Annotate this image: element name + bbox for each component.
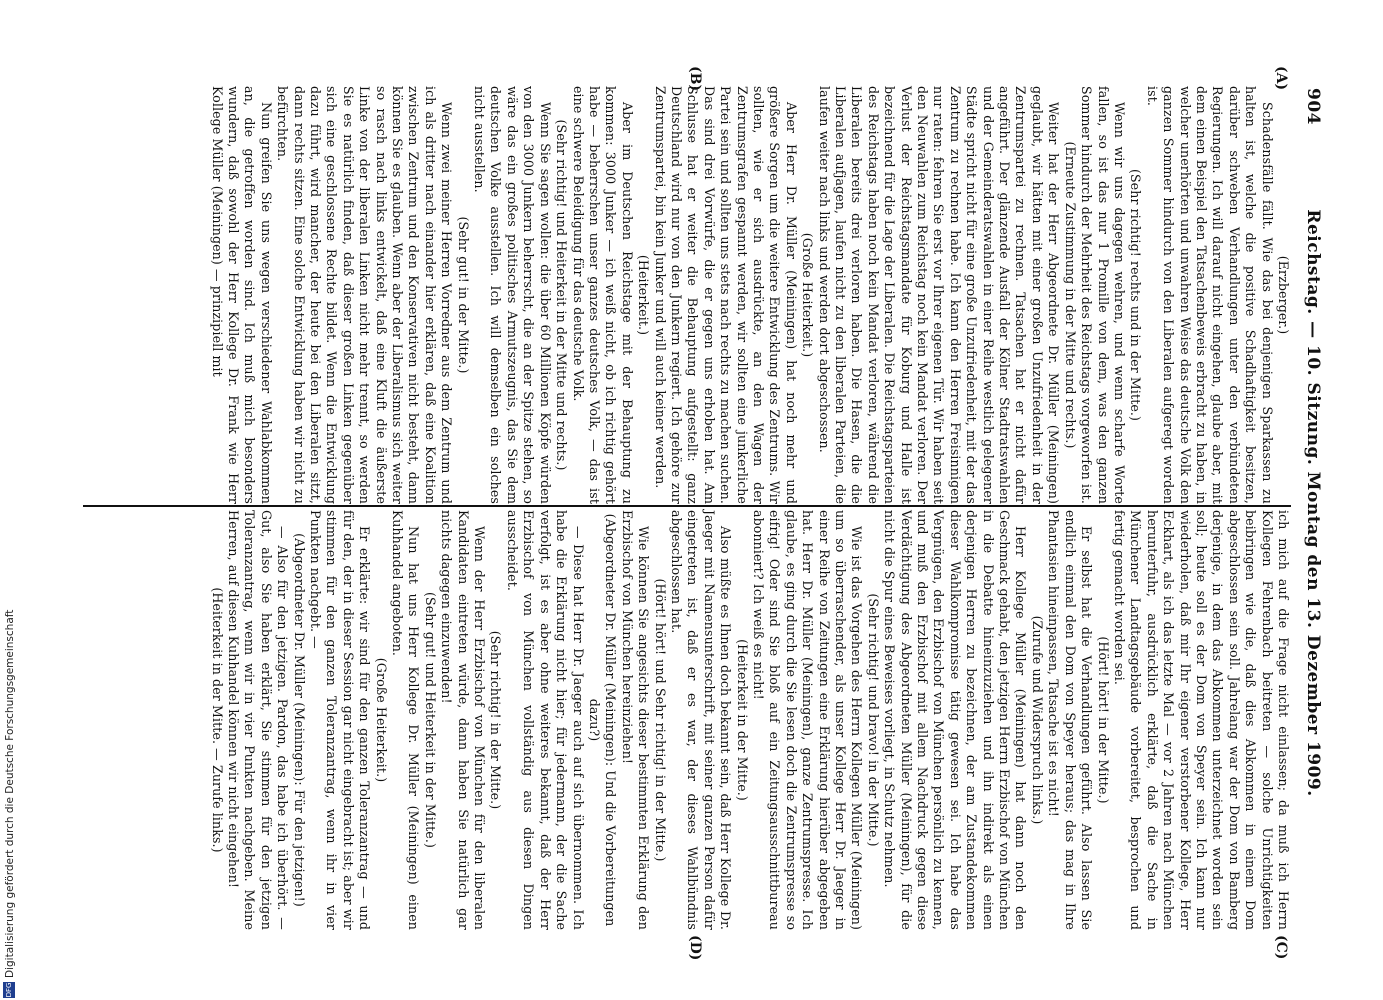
reaction-note: (Sehr richtig! und Heiterkeit in der Mitte und rechts.) [554, 119, 570, 471]
reaction-note: (Große Heiterkeit.) [373, 657, 389, 783]
reaction-note: (Sehr richtig! rechts und in der Mitte.) [1128, 168, 1144, 422]
paragraph: — Also für den jetzigen. Pardon, das habe ich überhört. — Gut, also Sie haben erklärt, Sie stimmen für den jetzigen Toleranzantrag, wenn wir in vier Punkten nachgeben. Meine Herren, auf diesen Kuhhandel können wir nicht eingehen! [226, 510, 291, 930]
right-text-column [208, 510, 1291, 930]
paragraph: Also müßte es Ihnen doch bekannt sein, daß Herr Kollege Dr. Jaeger mit Namensunterschrift, mit seiner ganzen Person dafür eingetreten ist, daß er es war, der dieses Wahlbündnis abgeschlossen hat. [668, 510, 734, 930]
paragraph: Wenn wir uns dagegen wehren, und wenn scharfe Worte fallen, so ist das nur 1 Promille von dem, was den ganzen Sommer hindurch der Mehrheit des Reichstags vorgeworfen ist. [1079, 86, 1127, 504]
left-text-column [208, 86, 1291, 504]
page-number: 904 [1303, 88, 1323, 125]
reaction-note: (Große Heiterkeit.) [800, 232, 816, 358]
paragraph: ich mich auf die Frage nicht einlassen; da muß ich Herrn Kollegen Fehrenbach beitreten — solche Unrichtigkeiten beibringen wie die, daß dies Abkommen in einem Dom abgeschlossen sein soll. Jahrelang war der Dom von Bamberg derjenige, in dem das Abkommen unterzeichnet worden sein soll; heute soll es der Dom von Speyer sein. Ich kann nur wiederholen, daß mir Ihr eigener verstorbener Kollege, Herr Eckhart, als ich das letzte Mal — vor 2 Jahren nach München herunterfuhr, ausdrücklich erklärte, daß die Sache in Münchener Landtagsgebäude vorbereitet, besprochen und fertig gemacht worden sei. [1111, 510, 1291, 930]
reaction-note: (Heiterkeit in der Mitte.) [734, 639, 750, 801]
paragraph: Weiter hat der Herr Abgeordnete Dr. Müller (Meiningen) geglaubt, wir hätten mit einer großen Unzufriedenheit in der Zentrumspartei zu rechnen. Tatsachen hat er nicht dafür angeführt. Der glänzende Ausfall der Kölner Stadtratswahlen und der Gemeinderatswahlen in einer Reihe westlich gelegener Städte spricht nicht für eine große Unzufriedenheit, mit der das Zentrum zu rechnen habe. Ich kann den Herren Freisinnigen nur raten: fehren Sie erst vor Ihrer eigenen Tür. Wir haben seit den Neuwahlen zum Reichstag noch kein Mandat verloren. Der Verlust der Reichstagsmandate für Koburg und Halle ist bezeichnend für die Lage der Liberalen. Die Reichstagsparteien des Reichstags haben noch kein Mandat verloren, während die Liberalen bereits drei verloren haben. Die Hasen, die die Liberalen aufjagen, laufen nicht zu den liberalen Parteien, die laufen weiter nach links und werden dort abgeschossen. [816, 86, 1062, 504]
column-divider [83, 505, 1291, 507]
margin-marker-c: (C) [1273, 935, 1289, 960]
margin-marker-a: (A) [1273, 66, 1289, 91]
reaction-note: (Sehr gut! und Heiterkeit in der Mitte.) [422, 592, 438, 848]
paragraph: — Diese hat Herr Dr. Jaeger auch auf sich übernommen. Ich habe die Erklärung nicht hier; für jedermann, der die Sache verfolgt, ist es aber ohne weiteres bekannt, daß der Herr Erzbischof von München vollständig aus diesen Dingen ausscheidet. [504, 510, 586, 930]
paragraph: Aber Herr Dr. Müller (Meiningen) hat noch mehr und größere Sorgen um die weitere Entwicklung des Zentrums. Wir sollten, wie er sich ausdrückte, an den Wagen der Zentrumsgrafen gespannt werden, wir sollten eine junkerliche Partei sein und sollten uns stets nach rechts zu machen suchen. Das sind drei Vorwürfe, die er gegen uns erhoben hat. Am Schlusse hat er weiter die Behauptung aufgestellt: ganz Deutschland wird nur von den Junkern regiert. Ich gehöre zur Zentrumspartei, bin kein Junker und will auch keiner werden. [652, 86, 799, 504]
reaction-note: (Sehr richtig! in der Mitte.) [488, 630, 504, 810]
paragraph: Aber im Deutschen Reichstage mit der Behauptung zu kommen: 3000 Junker — ich weiß nicht, ob ich richtig gehört habe — beherrschen unser ganzes deutsches Volk, — das ist eine schwere Beleidigung für das deutsche Volk. [570, 86, 635, 504]
reaction-note: (Abgeordneter Dr. Müller (Meiningen): Und die Vorbereitungen dazu?) [586, 513, 619, 927]
paragraph: Er selbst hat die Verhandlungen geführt. Also lassen Sie endlich einmal den Dom von Speyer heraus; das mag in Ihre Phantasien hineinpassen, Tatsache ist es nicht! [1046, 510, 1095, 930]
reaction-note: (Hört! hört! in der Mitte.) [1095, 636, 1111, 804]
paragraph: Herr Kollege Müller (Meiningen) hat dann noch den Geschmack gehabt, den jetzigen Herrn Erzbischof von München in die Debatte hineinzuziehen und ihn indirekt als einen derjenigen Herren zu bezeichnen, der am Zustandekommen dieser Wahlkompromisse tätig gewesen sei. Ich habe das Vergnügen, den Erzbischof von München persönlich zu kennen, und muß den Erzbischof mit allem Nachdruck gegen diese Verdächtigung des Abgeordneten Müller (Meiningen), für die nicht die Spur eines Beweises vorliegt, in Schutz nehmen. [882, 510, 1029, 930]
margin-marker-b: (B) [687, 66, 703, 92]
paragraph: Wenn Sie sagen wollen: die über 60 Millionen Köpfe würden von den 3000 Junkern beherrscht, die an der Spitze stehen, so wäre das ein großes politisches Armutszeugnis, das Sie dem deutschen Volke ausstellen. Ich will demselben ein solches nicht ausstellen. [472, 86, 553, 504]
paragraph: Nun greifen Sie uns wegen verschiedener Wahlabkommen an, die getroffen worden sind. Ich muß mich besonders wundern, daß sowohl der Herr Kollege Dr. Frank wie Herr Kollege Müller (Meiningen) — prinzipiell mit [209, 86, 274, 504]
dfg-logo: DFG [5, 982, 13, 998]
paragraph: Wie ist das Vorgehen des Herrn Kollegen Müller (Meiningen) um so überraschender, als unser Kollege Herr Dr. Jaeger in einer Reihe von Zeitungen eine Erklärung hierüber abgegeben hat. Herr Dr. Müller (Meiningen), ganze Zentrumspresse. Ich glaube, es ging durch die Sie lesen doch die Zentrumspresse so eifrig! Oder sind Sie bloß auf ein Zeitungsausschnittbureau abonniert? Ich weiß es nicht! [751, 510, 865, 930]
paragraph: Wenn zwei meiner Herren Vorredner aus dem Zentrum und ich als dritter nach einander hier erklären, daß eine Koalition zwischen Zentrum und den Konservativen nicht besteht, dann können Sie es glauben. Wenn aber der Liberalismus sich weiter so rasch nach links entwickelt, daß eine Kluft die äußerste Linke von der liberalen Linken nicht mehr trennt, so werden Sie es natürlich finden, daß dieser großen Linken gegenüber sich eine geschlossene Rechte bildet. Wenn die Entwicklung dazu führt, wird mancher, der heute bei den Liberalen sitzt, dann rechts sitzen. Eine solche Entwicklung haben wir nicht zu befürchten. [275, 86, 455, 504]
paragraph: Nun hat uns Herr Kollege Dr. Müller (Meiningen) einen Kuhhandel angeboten. [390, 510, 422, 930]
reaction-note: (Sehr gut! in der Mitte.) [455, 216, 471, 374]
reaction-note: (Abgeordneter Dr. Müller (Meiningen): Für den jetzigen!) [291, 533, 307, 907]
paragraph: Wie können Sie angesichts dieser bestimmten Erklärung den Erzbischof von München hereinziehen! [619, 510, 652, 930]
reaction-note: (Erneute Zustimmung in der Mitte und rechts.) [1062, 141, 1078, 449]
paragraph: Wenn der Herr Erzbischof von München für den liberalen Kandidaten eintreten würde, dann haben Sie natürlich gar nichts dagegen einzuwenden! [439, 510, 488, 930]
paragraph: Schadensfälle fällt. Wie das bei denjenigen Sparkassen zu halten ist, welche die positive Schadhaftigkeit besitzen, darüber schweben Verhandlungen unter den verbündeten Regierungen. Ich will darauf nicht eingehen, glaube aber, mit dem einen Beispiel den Tatsachenbeweis erbracht zu haben, in welcher unerhörten und unwahren Weise das deutsche Volk den ganzen Sommer hindurch von den Liberalen aufgeregt worden ist. [1144, 86, 1275, 504]
margin-marker-d: (D) [687, 935, 703, 961]
footer [0, 0, 20, 1000]
reaction-note: (Hört! hört! und Sehr richtig! in der Mitte.) [652, 578, 668, 862]
reaction-note: (Heiterkeit.) [636, 254, 652, 336]
footer-text: Digitalisierung gefördert durch die Deutsche Forschungsgemeinschaft [4, 609, 16, 978]
page-title: Reichstag. — 10. Sitzung. Montag den 13. Dezember 1909. [1303, 209, 1323, 797]
speaker-name: (Erzberger.) [1276, 255, 1291, 335]
page-header [1297, 88, 1323, 918]
reaction-note: (Heiterkeit in der Mitte. — Zurufe links.) [209, 587, 225, 853]
reaction-note: (Zurufe und Widerspruch links.) [1029, 615, 1045, 825]
reaction-note: (Sehr richtig! und bravo! in der Mitte.) [865, 593, 881, 847]
paragraph: Er erklärte: wir sind für den ganzen Toleranzantrag — und für den, der in dieser Session gar nicht eingebracht ist; aber wir stimmen für den ganzen Toleranzantrag, wenn ihr in vier Punkten nachgebt. — [308, 510, 373, 930]
